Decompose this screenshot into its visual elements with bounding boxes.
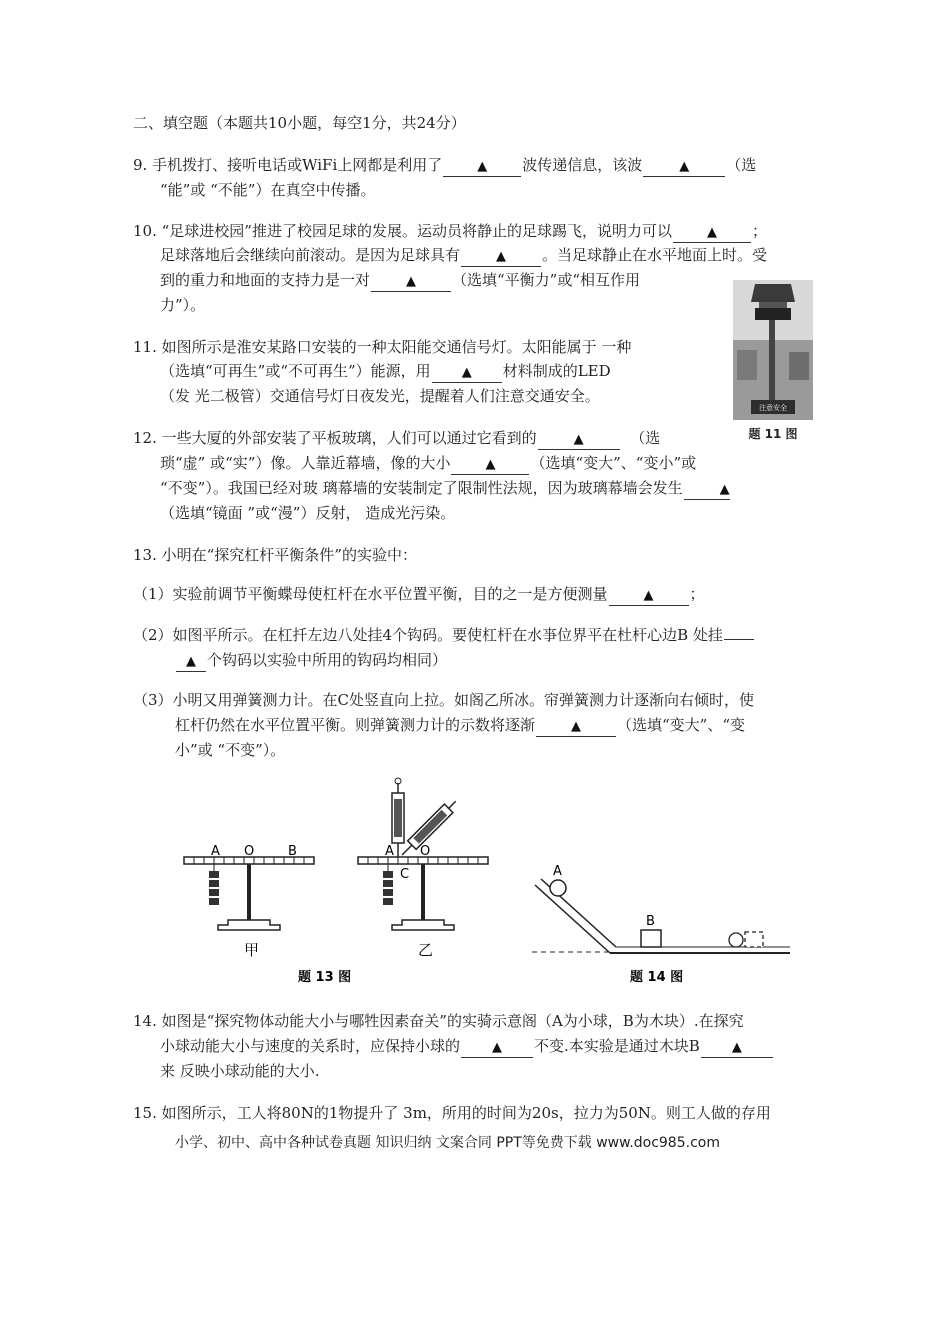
label-A: A: [385, 844, 394, 859]
answer-blank[interactable]: ▲: [701, 1037, 773, 1058]
figures-13-14: [180, 775, 800, 990]
question-13-part-2-line-2: ▲ 个钩码以实验中所用的钩码均相同）: [175, 650, 447, 672]
question-13-intro: 13. 小明在“探究杠杆平衡条件”的实验中：: [133, 546, 417, 564]
question-15-line-1: 15. 如图所示，工人将80N的1物提升了 3m，所用的时间为20s，拉力为50N。则工人做的存用: [133, 1104, 771, 1122]
figure-11-caption: 题 11 图: [748, 427, 798, 441]
label-A: A: [211, 844, 220, 859]
answer-blank[interactable]: ▲: [673, 222, 751, 243]
answer-blank[interactable]: ▲: [371, 271, 451, 292]
question-12-line-4: （选填“镜面 ”或“漫”）反射， 造成光污染。: [160, 504, 456, 522]
figure-14-caption: 题 14 图: [630, 970, 684, 985]
section-title: 二、填空题（本题共10小题，每空1分，共24分）: [133, 114, 466, 132]
answer-blank[interactable]: ▲: [461, 246, 541, 267]
question-10-line-1: 10. “足球进校园”推进了校园足球的发展。运动员将静止的足球踢飞，说明力可以 ▲ ；: [133, 221, 767, 243]
lever-yi: [358, 778, 488, 959]
label-jia: 甲: [244, 941, 260, 959]
page-footer: 小学、初中、高中各种试卷真题 知识归纳 文案合同 PPT等免费下载 www.doc985.com: [175, 1135, 720, 1151]
question-14-line-2: 小球动能大小与速度的关系时，应保持小球的 ▲ 不变.本实验是通过木块B ▲: [160, 1036, 774, 1058]
lever-jia: [184, 844, 314, 959]
answer-blank[interactable]: ▲: [176, 651, 206, 672]
label-ball-A: A: [553, 864, 562, 879]
question-12-line-2: 琐“虚” 或“实”）像。人靠近幕墙，像的大小 ▲ （选填“变大”、“变小”或: [160, 453, 696, 475]
figure-13-caption: 题 13 图: [298, 970, 352, 985]
label-O: O: [244, 844, 255, 859]
answer-blank[interactable]: ▲: [643, 156, 725, 177]
answer-blank[interactable]: ▲: [432, 362, 502, 383]
question-9-line-1: 9. 手机拨打、接听电话或WiFi上网都是利用了 ▲ 波传递信息，该波 ▲ （选: [133, 155, 756, 177]
question-13-part-1: （1）实验前调节平衡蝶母使杠杆在水平位置平衡，目的之一是方便测量 ▲ ；: [133, 584, 705, 606]
answer-blank[interactable]: ▲: [443, 156, 521, 177]
question-9-line-2: “能”或 “不能”）在真空中传播。: [160, 181, 376, 199]
label-C: C: [400, 867, 410, 882]
question-14-line-1: 14. 如图是“探究物体动能大小与哪牲因素奋关”的实骑示意阁（A为小球，B为木块）.在探究: [133, 1012, 744, 1030]
question-13-part-3-line-3: 小”或 “不变”）。: [175, 741, 286, 759]
question-11-line-1: 11. 如图所示是淮安某路口安装的一种太阳能交通信号灯。太阳能属于 一种: [133, 338, 632, 356]
label-B: B: [288, 844, 297, 859]
question-10-line-4: 力”）。: [160, 296, 206, 314]
figure-11-sign: 注意安全: [759, 404, 787, 412]
answer-blank[interactable]: ▲: [538, 429, 620, 450]
question-10-line-3: 到的重力和地面的支持力是一对 ▲ （选填“平衡力”或“相互作用: [160, 270, 640, 292]
label-block-B: B: [646, 914, 655, 929]
answer-blank[interactable]: ▲: [451, 454, 529, 475]
answer-blank[interactable]: ▲: [461, 1037, 533, 1058]
question-13-part-3-line-2: 杠杆仍然在水平位置平衡。则弹簧测力计的示数将逐渐 ▲ （选填“变大”、“变: [175, 715, 745, 737]
label-O: O: [420, 844, 431, 859]
question-12-line-3: “不变”）。我国已经对玻 璃幕墙的安装制定了限制性法规，因为玻璃幕墙会发生 ▲: [160, 478, 731, 500]
answer-blank[interactable]: ▲: [609, 585, 689, 606]
question-13-part-2-line-1: （2）如图平所示。在杠扦左边八处挂4个钩码。要使杠杆在水亊位界平在杜杆心边B 处挂: [133, 625, 755, 645]
question-13-part-3-line-1: （3）小明又用弹簧测力计。在C处竖直向上拉。如阁乙所冰。帘弹簧测力计逐渐向右倾时，使: [133, 691, 755, 709]
answer-blank-start[interactable]: [724, 639, 754, 640]
question-14-line-3: 来 反映小球动能的大小.: [160, 1062, 320, 1080]
figure-11: [733, 280, 813, 445]
question-12-line-1: 12. 一些大厦的外部安装了平板玻璃，人们可以通过它看到的 ▲ （选: [133, 428, 660, 450]
traffic-light-photo: [733, 280, 813, 445]
answer-blank[interactable]: ▲: [684, 479, 730, 500]
label-yi: 乙: [418, 941, 434, 959]
lever-and-kinetic-energy-diagrams: [180, 775, 800, 990]
question-10-line-2: 足球落地后会继续向前滚动。是因为足球具有 ▲ 。当足球静止在水平地面上时。受: [160, 245, 767, 267]
question-11-line-2: （选填“可再生”或“不可再生”）能源，用 ▲ 材料制成的LED: [160, 361, 611, 383]
answer-blank[interactable]: ▲: [536, 716, 616, 737]
question-11-line-3: （发 光二极管）交通信号灯日夜发光，提醒着人们注意交通安全。: [160, 387, 600, 405]
kinetic-energy-setup: [532, 864, 790, 953]
